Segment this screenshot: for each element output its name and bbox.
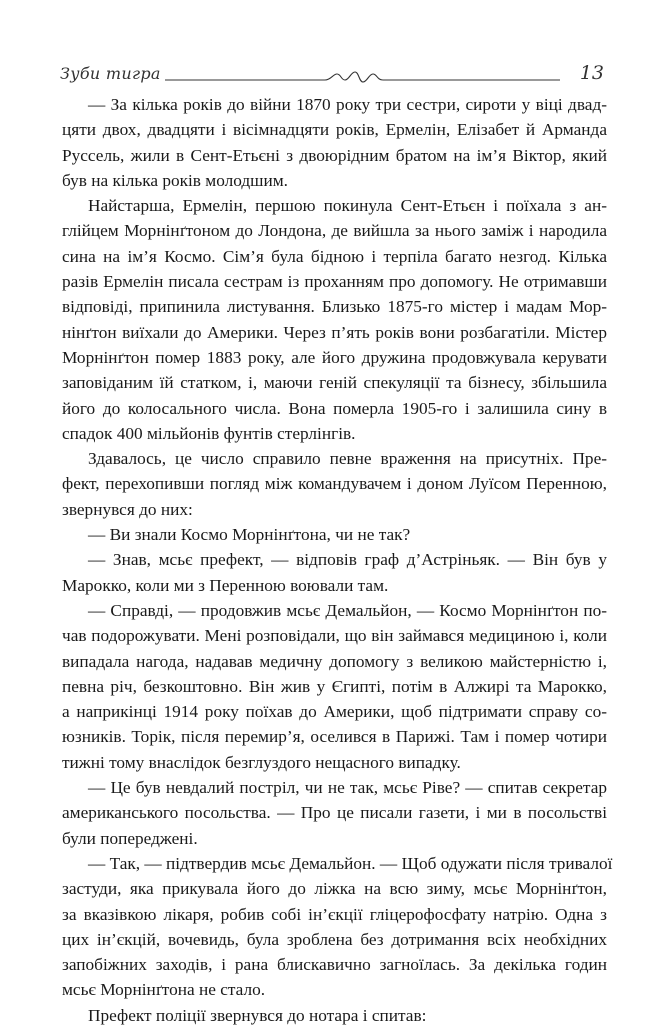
ornamental-rule xyxy=(165,70,560,86)
paragraph xyxy=(62,598,607,775)
text-line: Найстарша, Ермелін, першою покинула Сент-Етьєн і поїхала з ан- xyxy=(88,196,607,216)
text-line: фект, перехопивши погляд між командувачем і доном Луїсом Перенною, xyxy=(62,474,607,494)
text-line: тижні тому внаслідок безглуздого нещасного випадку. xyxy=(62,752,461,772)
paragraph xyxy=(62,522,607,547)
running-title: Зуби тигра xyxy=(60,64,161,83)
text-line: нінґтон виїхали до Америки. Через п’ять років вони розбагатіли. Містер xyxy=(62,322,607,342)
text-line: Марокко, коли ми з Перенною воювали там. xyxy=(62,575,389,595)
text-line: цих ін’єкцій, вочевидь, була зроблена без дотримання всіх необхідних xyxy=(62,929,607,949)
body-text xyxy=(62,92,613,1028)
text-line: застуди, яка прикувала його до ліжка на всю зиму, мсьє Морнінґтон, xyxy=(62,879,607,899)
text-line: — Ви знали Космо Морнінґтона, чи не так? xyxy=(88,525,411,545)
text-line: — Знав, мсьє префект, — відповів граф д’Астріньяк. — Він був у xyxy=(88,550,607,570)
text-line: а наприкінці 1914 року поїхав до Америки, щоб підтримати справу со- xyxy=(62,702,607,722)
text-line: — Це був невдалий постріл, чи не так, мсьє Ріве? — спитав секретар xyxy=(88,778,607,798)
page-number: 13 xyxy=(579,62,604,84)
text-line: запобіжних заходів, і рана блискавично загноїлась. За декілька годин xyxy=(62,955,607,975)
text-line: за вказівкою лікаря, робив собі ін’єкції гліцерофосфату натрію. Одна з xyxy=(62,904,607,924)
text-line: чав подорожувати. Мені розповідали, що він займався медициною і, коли xyxy=(62,626,607,646)
text-line: були попереджені. xyxy=(62,828,198,848)
text-line: випадала нагода, надавав медичну допомогу з великою майстерністю і, xyxy=(62,651,607,671)
text-line: — За кілька років до війни 1870 року три сестри, сироти у віці двад- xyxy=(88,95,607,114)
text-line: цяти двох, двадцяти і вісімнадцяти років, Ермелін, Елізабет й Арманда xyxy=(62,120,607,140)
text-line: глійцем Морнінґтоном до Лондона, де вийшла за нього заміж і народила xyxy=(62,221,607,241)
text-line: спадок 400 мільйонів фунтів стерлінгів. xyxy=(62,423,356,443)
text-line: був на кілька років молодшим. xyxy=(62,170,288,190)
text-line: юзників. Торік, після перемир’я, оселився в Парижі. Там і помер чотири xyxy=(62,727,607,747)
text-line: американського посольства. — Про це писали газети, і ми в посольстві xyxy=(62,803,607,823)
text-line: разів Ермелін писала сестрам із проханням про допомогу. Не отримавши xyxy=(62,272,607,292)
paragraph xyxy=(62,1003,607,1028)
text-line: Морнінґтон помер 1883 року, але його дружина продовжувала керувати xyxy=(62,347,607,367)
paragraph xyxy=(62,92,607,193)
text-line: звернувся до них: xyxy=(62,499,193,519)
paragraph xyxy=(62,193,607,446)
text-line: — Так, — підтвердив мсьє Демальйон. — Щоб одужати після тривалої xyxy=(88,853,613,873)
paragraph xyxy=(62,547,607,598)
text-line: Руссель, жили в Сент-Етьєні з двоюрідним братом на ім’я Віктор, який xyxy=(62,145,607,165)
text-line: Префект поліції звернувся до нотара і спитав: xyxy=(88,1005,427,1025)
paragraph xyxy=(62,446,607,522)
text-line: його до колосального числа. Вона померла 1905-го і залишила сину в xyxy=(62,398,607,418)
text-line: Здавалось, це число справило певне враження на присутніх. Пре- xyxy=(88,449,607,469)
paragraph xyxy=(62,775,607,851)
text-line: сина на ім’я Космо. Сім’я була бідною і терпіла багато незгод. Кілька xyxy=(62,246,607,266)
text-line: заповіданим їй статком, і, маючи геній спекуляції та бізнесу, збільшила xyxy=(62,373,607,393)
text-line: певна річ, безкоштовно. Він жив у Єгипті, потім в Алжирі та Марокко, xyxy=(62,676,607,696)
text-line: мсьє Морнінґтона не стало. xyxy=(62,980,266,1000)
paragraph xyxy=(62,851,613,1003)
text-line: відповіді, припинила листування. Близько 1875-го містер і мадам Мор- xyxy=(62,297,607,317)
text-line: — Справді, — продовжив мсьє Демальйон, — Космо Морнінґтон по- xyxy=(88,600,607,620)
